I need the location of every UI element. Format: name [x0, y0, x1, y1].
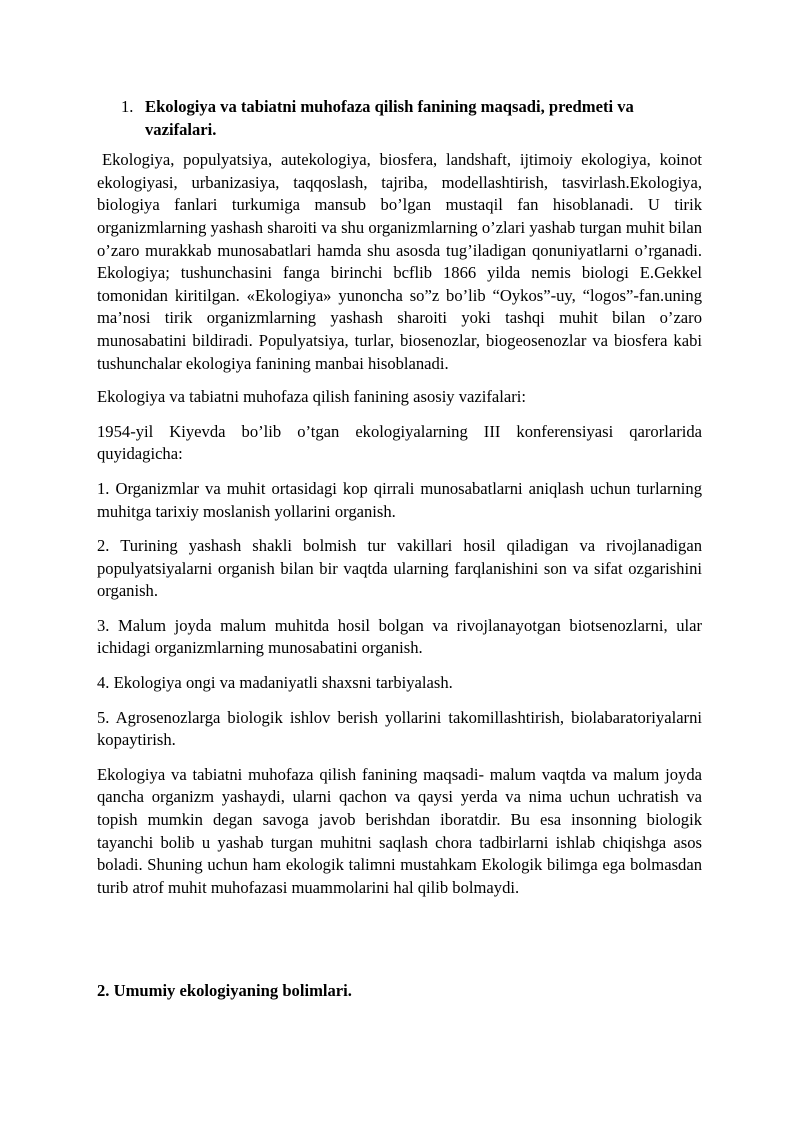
paragraph-conference: 1954-yil Kiyevda bo’lib o’tgan ekologiyalarning III konferensiyasi qarorlarida quyidagicha:	[97, 421, 702, 464]
list-item-3: 3. Malum joyda malum muhitda hosil bolgan va rivojlanayotgan biotsenozlarni, ular ichidagi organizmlarning munosabatini organish.	[97, 615, 702, 658]
paragraph-intro: Ekologiya, populyatsiya, autekologiya, biosfera, landshaft, ijtimoiy ekologiya, koinot ekologiyasi, urbanizasiya, taqqoslash, tajriba, modellashtirish, tasvirlash.Ekologiya, biologiya fanlari turkumiga mansub bo’lgan mustaqil fan hisoblanadi. U tirik organizmlarning yashash sharoiti va shu organizmlarning o’zlari yashab turgan muhit bilan o’zaro murakkab munosabatlari hamda shu asosda tug’iladigan qonuniyatlarni o’rganadi. Ekologiya; tushunchasini fanga birinchi bcflib 1866 yilda nemis biologi E.Gekkel tomonidan kiritilgan. «Ekologiya» yunoncha so”z bo’lib “Oykos”-uy, “logos”-fan.uning ma’nosi tirik organizmlarning yashash sharoiti yoki tashqi muhit bilan o’zaro munosabatini bildiradi. Populyatsiya, turlar, biosenozlar, biogeosenozlar va biosfera kabi tushunchalar ekologiya fanining manbai hisoblanadi.	[97, 150, 702, 373]
paragraph-goal: Ekologiya va tabiatni muhofaza qilish fanining maqsadi- malum vaqtda va malum joyda qancha organizm yashaydi, ularni qachon va qaysi yerda va nima uchun uchratish va topish mumkin degan savoga javob berishdan iboratdir. Bu esa insonning biologik tayanchi bolib u yashab turgan muhitni saqlash chora tadbirlarni ishlab chiqishga asos boladi. Shuning uchun ham ekologik talimni mustahkam Ekologik bilimga ega bolmasdan turib atrof muhit muhofazasi muammolarini hal qilib bolmaydi.	[97, 764, 702, 897]
paragraph-tasks-heading: Ekologiya va tabiatni muhofaza qilish fanining asosiy vazifalari:	[97, 387, 527, 407]
list-item-5: 5. Agrosenozlarga biologik ishlov berish yollarini takomillashtirish, biolabaratoriyalarni kopaytirish.	[97, 707, 702, 750]
list-item-1: 1. Organizmlar va muhit ortasidagi kop qirrali munosabatlarni aniqlash uchun turlarning muhitga tarixiy moslanish yollarini organish.	[97, 478, 702, 521]
list-item-2: 2. Turining yashash shakli bolmish tur vakillari hosil qiladigan va rivojlanadigan populyatsiyalarni organish bilan bir vaqtda ularning farqlanishini son va sifat ozgarishini organish.	[97, 536, 702, 601]
section-1-heading	[97, 96, 702, 141]
section-1-title: Ekologiya va tabiatni muhofaza qilish fanining maqsadi, predmeti va vazifalari.	[145, 97, 634, 139]
list-item-4: 4. Ekologiya ongi va madaniyatli shaxsni tarbiyalash.	[97, 673, 453, 693]
document-body	[97, 96, 702, 911]
section-1-number: 1.	[121, 97, 134, 116]
section-2-heading: 2. Umumiy ekologiyaning bolimlari.	[97, 981, 352, 1000]
